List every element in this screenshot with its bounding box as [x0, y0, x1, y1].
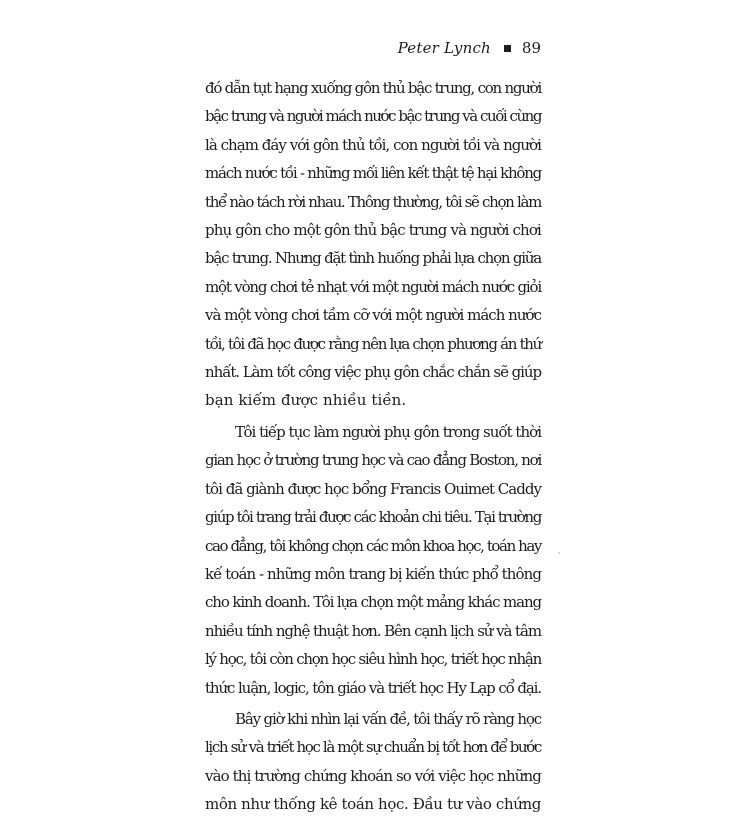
paper-speck [558, 552, 560, 554]
text-line: bạn kiếm được nhiều tiền. [205, 391, 407, 410]
text-line: thể nào tách rời nhau. Thông thường, tôi sẽ chọn làm [205, 192, 541, 211]
text-line: cho kinh doanh. Tôi lựa chọn một mảng khác mang [205, 593, 541, 612]
text-line: bậc trung. Nhưng đặt tình huống phải lựa chọn giữa [205, 249, 541, 268]
text-line: lý học, tôi còn chọn học siêu hình học, triết học nhận [205, 650, 541, 669]
body-text [205, 74, 541, 819]
running-header-author: Peter Lynch [397, 39, 491, 57]
text-line: Bây giờ khi nhìn lại vấn đề, tôi thấy rõ ràng học [235, 709, 541, 728]
text-line: đó dẫn tụt hạng xuống gôn thủ bậc trung, con người [205, 79, 541, 97]
text-line: gian học ở trường trung học và cao đẳng Boston, nơi [205, 451, 541, 470]
text-line: môn như thống kê toán học. Đầu tư vào chứng [205, 795, 541, 814]
text-line: lịch sử và triết học là một sự chuẩn bị tốt hơn để bước [205, 738, 541, 757]
text-line: một vòng chơi tẻ nhạt với một người mách nước giỏi [205, 277, 541, 296]
text-line: và một vòng chơi tầm cỡ với một người mách nước [205, 306, 541, 325]
page-number: 89 [521, 39, 541, 57]
text-line: giúp tôi trang trải được các khoản chi tiêu. Tại trường [205, 508, 541, 527]
text-line: kế toán - những môn trang bị kiến thức phổ thông [205, 564, 541, 583]
text-line: tồi, tôi đã học được rằng nên lựa chọn phương án thứ [205, 334, 541, 353]
paragraph-2 [205, 418, 541, 702]
text-line: mách nước tồi - những mối liên kết thật tệ hại không [205, 164, 541, 183]
header-separator-square [504, 45, 511, 52]
text-line: vào thị trường chứng khoán so với việc học những [205, 766, 541, 785]
text-line: thức luận, logic, tôn giáo và triết học Hy Lạp cổ đại. [205, 678, 541, 697]
text-line: nhiều tính nghệ thuật hơn. Bên cạnh lịch sử và tâm [205, 621, 541, 640]
paragraph-1 [205, 74, 541, 415]
text-line: cao đẳng, tôi không chọn các môn khoa học, toán hay [205, 536, 541, 555]
text-line: Tôi tiếp tục làm người phụ gôn trong suốt thời [235, 422, 542, 441]
running-header [0, 38, 541, 58]
paragraph-3 [205, 705, 541, 819]
text-line: nhất. Làm tốt công việc phụ gôn chắc chắn sẽ giúp [205, 363, 541, 382]
text-line: phụ gôn cho một gôn thủ bậc trung và người chơi [205, 221, 541, 240]
text-line: tôi đã giành được học bổng Francis Ouimet Caddy [205, 479, 542, 498]
text-line: bậc trung và người mách nước bậc trung và cuối cùng [205, 107, 541, 126]
text-line: là chạm đáy với gôn thủ tồi, con người tồi và người [205, 135, 542, 154]
